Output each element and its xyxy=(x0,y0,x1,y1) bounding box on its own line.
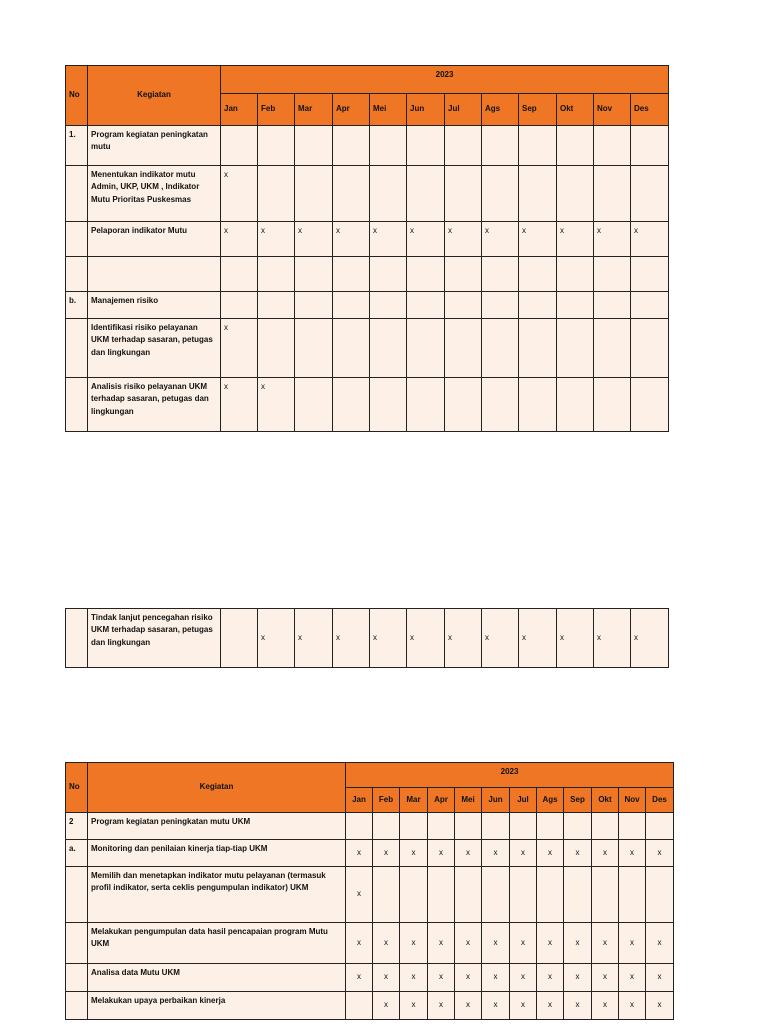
month-mark-cell xyxy=(221,126,258,166)
table-row xyxy=(66,813,674,840)
month-mark-cell: x xyxy=(646,923,674,964)
month-mark-cell xyxy=(482,378,519,432)
month-header: Jul xyxy=(445,94,482,126)
month-mark-cell xyxy=(258,292,295,319)
row-number: 1. xyxy=(66,126,88,166)
month-mark-cell xyxy=(428,867,455,923)
month-mark-cell xyxy=(594,126,631,166)
month-mark-cell xyxy=(619,813,646,840)
month-mark-cell xyxy=(258,319,295,378)
month-mark-cell: x xyxy=(221,166,258,222)
month-mark-cell: x xyxy=(482,609,519,668)
month-mark-cell: x xyxy=(537,992,564,1020)
month-mark-cell xyxy=(445,126,482,166)
month-mark-cell xyxy=(557,292,594,319)
table-row xyxy=(66,964,674,992)
month-mark-cell xyxy=(400,867,428,923)
table-row xyxy=(66,292,669,319)
schedule-table-1 xyxy=(65,65,669,432)
month-mark-cell: x xyxy=(592,923,619,964)
header-kegiatan: Kegiatan xyxy=(88,763,346,813)
row-number xyxy=(66,923,88,964)
month-mark-cell xyxy=(221,257,258,292)
month-mark-cell: x xyxy=(619,992,646,1020)
month-mark-cell: x xyxy=(221,319,258,378)
month-header: Jan xyxy=(346,788,373,813)
row-number xyxy=(66,319,88,378)
month-header: Ags xyxy=(482,94,519,126)
month-header: Feb xyxy=(373,788,400,813)
month-mark-cell xyxy=(564,867,592,923)
month-mark-cell: x xyxy=(407,222,445,257)
month-mark-cell: x xyxy=(482,840,510,867)
month-mark-cell xyxy=(594,292,631,319)
month-header: Nov xyxy=(619,788,646,813)
month-mark-cell: x xyxy=(564,964,592,992)
month-mark-cell: x xyxy=(258,378,295,432)
activity-cell: Monitoring dan penilaian kinerja tiap-tiap UKM xyxy=(88,840,346,867)
month-mark-cell xyxy=(445,319,482,378)
month-mark-cell xyxy=(333,378,370,432)
month-header: Jul xyxy=(510,788,537,813)
month-mark-cell xyxy=(557,166,594,222)
month-mark-cell: x xyxy=(333,222,370,257)
month-mark-cell: x xyxy=(445,609,482,668)
month-mark-cell: x xyxy=(619,923,646,964)
month-header: Mar xyxy=(400,788,428,813)
month-mark-cell xyxy=(346,992,373,1020)
month-mark-cell: x xyxy=(400,964,428,992)
month-header: Feb xyxy=(258,94,295,126)
month-mark-cell: x xyxy=(445,222,482,257)
schedule-table-3 xyxy=(65,762,674,1020)
month-mark-cell: x xyxy=(482,992,510,1020)
month-mark-cell xyxy=(333,319,370,378)
month-mark-cell xyxy=(594,166,631,222)
month-mark-cell xyxy=(370,166,407,222)
month-mark-cell: x xyxy=(333,609,370,668)
month-mark-cell xyxy=(631,126,669,166)
month-mark-cell: x xyxy=(519,609,557,668)
table-row xyxy=(66,319,669,378)
month-mark-cell xyxy=(333,257,370,292)
row-number xyxy=(66,257,88,292)
month-mark-cell xyxy=(482,867,510,923)
month-mark-cell xyxy=(564,813,592,840)
header-no: No xyxy=(66,763,88,813)
month-mark-cell xyxy=(537,867,564,923)
month-mark-cell: x xyxy=(592,840,619,867)
month-mark-cell xyxy=(295,319,333,378)
month-mark-cell: x xyxy=(537,923,564,964)
activity-cell: Memilih dan menetapkan indikator mutu pelayanan (termasuk profil indikator, serta ceklis pengumpulan indikator) UKM xyxy=(88,867,346,923)
row-number xyxy=(66,166,88,222)
month-mark-cell xyxy=(407,319,445,378)
month-mark-cell: x xyxy=(564,840,592,867)
row-number xyxy=(66,222,88,257)
month-header: Des xyxy=(631,94,669,126)
month-mark-cell: x xyxy=(400,923,428,964)
month-mark-cell: x xyxy=(519,222,557,257)
month-mark-cell xyxy=(370,378,407,432)
month-header: Jun xyxy=(407,94,445,126)
month-mark-cell xyxy=(455,867,482,923)
month-mark-cell: x xyxy=(221,378,258,432)
month-mark-cell: x xyxy=(557,222,594,257)
month-mark-cell xyxy=(370,319,407,378)
table-row xyxy=(66,923,674,964)
activity-cell: Menentukan indikator mutu Admin, UKP, UKM , Indikator Mutu Prioritas Puskesmas xyxy=(88,166,221,222)
month-mark-cell xyxy=(519,319,557,378)
month-mark-cell xyxy=(557,126,594,166)
month-mark-cell: x xyxy=(428,923,455,964)
month-mark-cell xyxy=(592,813,619,840)
month-mark-cell: x xyxy=(455,992,482,1020)
table-row xyxy=(66,840,674,867)
month-mark-cell xyxy=(631,257,669,292)
month-mark-cell xyxy=(407,257,445,292)
header-kegiatan: Kegiatan xyxy=(88,66,221,126)
table-row xyxy=(66,166,669,222)
month-mark-cell xyxy=(295,292,333,319)
month-mark-cell xyxy=(482,257,519,292)
month-mark-cell xyxy=(445,166,482,222)
month-mark-cell: x xyxy=(346,867,373,923)
month-mark-cell: x xyxy=(482,222,519,257)
month-mark-cell xyxy=(519,126,557,166)
month-mark-cell: x xyxy=(557,609,594,668)
row-number xyxy=(66,992,88,1020)
month-mark-cell xyxy=(519,378,557,432)
month-mark-cell xyxy=(373,867,400,923)
month-mark-cell xyxy=(407,126,445,166)
activity-cell xyxy=(88,257,221,292)
month-header: Mei xyxy=(455,788,482,813)
month-mark-cell xyxy=(407,292,445,319)
table-row xyxy=(66,867,674,923)
month-mark-cell xyxy=(258,166,295,222)
month-mark-cell xyxy=(631,319,669,378)
header-year: 2023 xyxy=(346,763,674,788)
month-mark-cell: x xyxy=(407,609,445,668)
month-header: Nov xyxy=(594,94,631,126)
month-mark-cell xyxy=(295,166,333,222)
month-mark-cell xyxy=(445,292,482,319)
month-header: Sep xyxy=(564,788,592,813)
month-header: Jun xyxy=(482,788,510,813)
month-mark-cell: x xyxy=(594,222,631,257)
month-mark-cell: x xyxy=(295,222,333,257)
month-mark-cell xyxy=(428,813,455,840)
month-mark-cell xyxy=(646,867,674,923)
month-mark-cell xyxy=(258,257,295,292)
month-mark-cell xyxy=(557,319,594,378)
month-mark-cell xyxy=(646,813,674,840)
table-row xyxy=(66,378,669,432)
activity-cell: Pelaporan indikator Mutu xyxy=(88,222,221,257)
activity-cell: Manajemen risiko xyxy=(88,292,221,319)
month-mark-cell xyxy=(482,126,519,166)
table-row xyxy=(66,222,669,257)
month-mark-cell xyxy=(221,292,258,319)
month-header: Ags xyxy=(537,788,564,813)
month-mark-cell: x xyxy=(428,964,455,992)
row-number xyxy=(66,378,88,432)
activity-cell: Program kegiatan peningkatan mutu UKM xyxy=(88,813,346,840)
month-header: Okt xyxy=(557,94,594,126)
month-mark-cell xyxy=(407,378,445,432)
month-mark-cell: x xyxy=(510,923,537,964)
month-mark-cell: x xyxy=(646,840,674,867)
month-mark-cell: x xyxy=(455,923,482,964)
month-mark-cell: x xyxy=(370,609,407,668)
month-mark-cell: x xyxy=(592,992,619,1020)
month-mark-cell: x xyxy=(258,609,295,668)
month-mark-cell xyxy=(482,813,510,840)
month-mark-cell xyxy=(594,378,631,432)
month-mark-cell xyxy=(631,378,669,432)
month-mark-cell xyxy=(370,126,407,166)
month-mark-cell xyxy=(482,319,519,378)
row-number xyxy=(66,964,88,992)
month-header: Jan xyxy=(221,94,258,126)
month-mark-cell xyxy=(510,867,537,923)
month-mark-cell xyxy=(295,257,333,292)
month-mark-cell: x xyxy=(400,992,428,1020)
month-header: Apr xyxy=(333,94,370,126)
month-mark-cell: x xyxy=(537,964,564,992)
month-mark-cell xyxy=(373,813,400,840)
activity-cell: Analisa data Mutu UKM xyxy=(88,964,346,992)
month-mark-cell: x xyxy=(346,964,373,992)
month-mark-cell: x xyxy=(400,840,428,867)
month-mark-cell xyxy=(537,813,564,840)
month-mark-cell: x xyxy=(373,923,400,964)
month-mark-cell: x xyxy=(510,992,537,1020)
activity-cell: Identifikasi risiko pelayanan UKM terhadap sasaran, petugas dan lingkungan xyxy=(88,319,221,378)
month-mark-cell: x xyxy=(482,923,510,964)
month-mark-cell xyxy=(221,609,258,668)
month-mark-cell xyxy=(631,166,669,222)
month-mark-cell: x xyxy=(428,840,455,867)
month-mark-cell: x xyxy=(346,840,373,867)
month-mark-cell: x xyxy=(631,609,669,668)
month-mark-cell: x xyxy=(564,923,592,964)
month-mark-cell: x xyxy=(619,964,646,992)
month-mark-cell xyxy=(400,813,428,840)
month-mark-cell xyxy=(455,813,482,840)
month-mark-cell xyxy=(346,813,373,840)
month-mark-cell xyxy=(445,257,482,292)
activity-cell: Program kegiatan peningkatan mutu xyxy=(88,126,221,166)
month-mark-cell xyxy=(333,166,370,222)
row-number: b. xyxy=(66,292,88,319)
month-mark-cell: x xyxy=(646,964,674,992)
month-mark-cell xyxy=(592,867,619,923)
month-mark-cell: x xyxy=(564,992,592,1020)
table-row xyxy=(66,992,674,1020)
activity-cell: Tindak lanjut pencegahan risiko UKM terhadap sasaran, petugas dan lingkungan xyxy=(88,609,221,668)
header-year: 2023 xyxy=(221,66,669,94)
month-mark-cell: x xyxy=(258,222,295,257)
month-mark-cell xyxy=(594,319,631,378)
month-mark-cell xyxy=(482,292,519,319)
month-header: Apr xyxy=(428,788,455,813)
activity-cell: Melakukan upaya perbaikan kinerja xyxy=(88,992,346,1020)
month-mark-cell xyxy=(258,126,295,166)
month-mark-cell: x xyxy=(594,609,631,668)
month-header: Okt xyxy=(592,788,619,813)
month-mark-cell: x xyxy=(619,840,646,867)
month-mark-cell: x xyxy=(510,840,537,867)
month-mark-cell xyxy=(333,126,370,166)
month-mark-cell xyxy=(619,867,646,923)
month-mark-cell: x xyxy=(221,222,258,257)
month-mark-cell xyxy=(510,813,537,840)
month-mark-cell: x xyxy=(373,992,400,1020)
month-header: Mar xyxy=(295,94,333,126)
month-mark-cell xyxy=(407,166,445,222)
month-mark-cell: x xyxy=(537,840,564,867)
month-mark-cell: x xyxy=(373,964,400,992)
month-mark-cell: x xyxy=(455,840,482,867)
month-mark-cell xyxy=(295,126,333,166)
month-mark-cell xyxy=(519,257,557,292)
table-row xyxy=(66,609,669,668)
month-mark-cell: x xyxy=(482,964,510,992)
month-header: Mei xyxy=(370,94,407,126)
row-number: a. xyxy=(66,840,88,867)
month-mark-cell xyxy=(295,378,333,432)
month-mark-cell: x xyxy=(646,992,674,1020)
month-mark-cell xyxy=(631,292,669,319)
row-number: 2 xyxy=(66,813,88,840)
month-mark-cell xyxy=(519,292,557,319)
header-no: No xyxy=(66,66,88,126)
month-mark-cell: x xyxy=(592,964,619,992)
month-mark-cell xyxy=(370,292,407,319)
schedule-table-2 xyxy=(65,608,669,668)
month-mark-cell: x xyxy=(631,222,669,257)
month-mark-cell xyxy=(594,257,631,292)
month-mark-cell: x xyxy=(370,222,407,257)
month-mark-cell: x xyxy=(428,992,455,1020)
month-mark-cell: x xyxy=(295,609,333,668)
month-header: Sep xyxy=(519,94,557,126)
row-number xyxy=(66,867,88,923)
month-header: Des xyxy=(646,788,674,813)
month-mark-cell xyxy=(370,257,407,292)
month-mark-cell xyxy=(557,257,594,292)
month-mark-cell xyxy=(519,166,557,222)
activity-cell: Melakukan pengumpulan data hasil pencapaian program Mutu UKM xyxy=(88,923,346,964)
activity-cell: Analisis risiko pelayanan UKM terhadap sasaran, petugas dan lingkungan xyxy=(88,378,221,432)
table-row xyxy=(66,126,669,166)
month-mark-cell: x xyxy=(455,964,482,992)
month-mark-cell xyxy=(557,378,594,432)
table-row xyxy=(66,257,669,292)
month-mark-cell: x xyxy=(510,964,537,992)
row-number xyxy=(66,609,88,668)
month-mark-cell: x xyxy=(373,840,400,867)
month-mark-cell xyxy=(482,166,519,222)
month-mark-cell: x xyxy=(346,923,373,964)
month-mark-cell xyxy=(333,292,370,319)
month-mark-cell xyxy=(445,378,482,432)
